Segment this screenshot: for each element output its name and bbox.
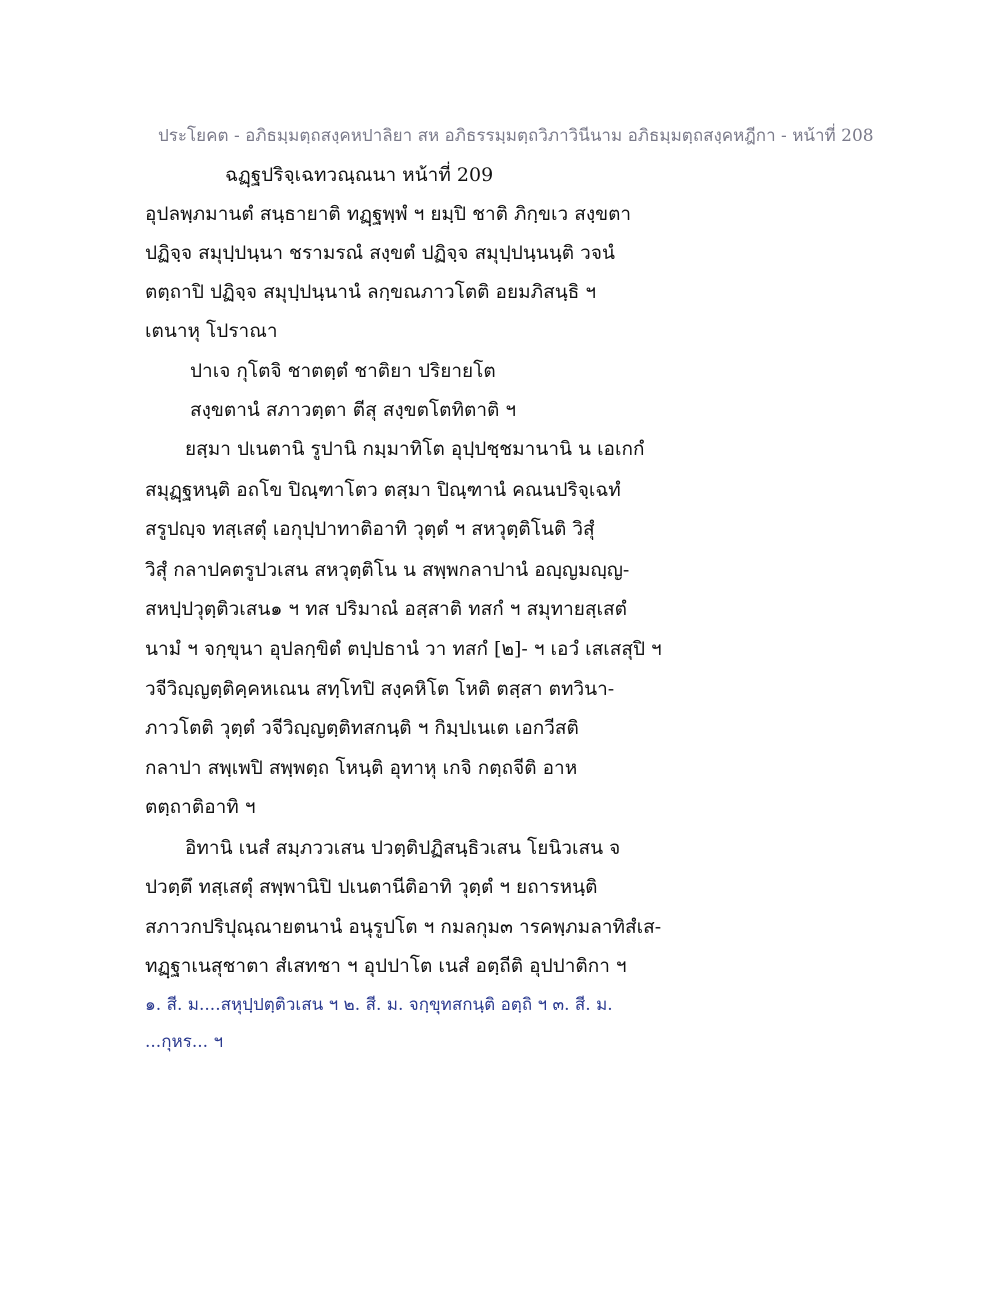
body-line: วิสุํ กลาปคตรูปวเสน สหวุตฺติโน น สพฺพกลาปานํ อญฺญมญฺญ-	[145, 559, 630, 581]
body-line: นามํ ฯ จกฺขุนา อุปลกฺขิตํ ตปฺปธานํ วา ทสกํ [๒]- ฯ เอวํ เสเสสุปิ ฯ	[145, 638, 662, 660]
body-line: ภาวโตติ วุตฺตํ วจีวิญฺญตฺติทสกนฺติ ฯ กิมฺปเนเต เอกวีสติ	[145, 717, 579, 739]
body-line: อิทานิ เนสํ สมฺภววเสน ปวตฺติปฏิสนฺธิวเสน โยนิวเสน จ	[185, 837, 621, 859]
body-line: เตนาหุ โปราณา	[145, 320, 278, 342]
section-title: ฉฏฺฐปริจฺเฉทวณฺณนา หน้าที่ 209	[225, 164, 494, 186]
body-line: ตตฺถาติอาทิ ฯ	[145, 796, 256, 818]
page-header: ประโยคต - อภิธมฺมตฺถสงฺคหปาลิยา สห อภิธรรมฺมตฺถวิภาวินีนาม อภิธมฺมตฺถสงฺคหฎีกา - หน้าที่ 208	[158, 126, 874, 146]
body-line: ยสฺมา ปเนตานิ รูปานิ กมฺมาทิโต อุปฺปชฺชมานานิ น เอเกกํ	[185, 438, 645, 460]
footnote-line: ...กุหร... ฯ	[145, 1032, 224, 1052]
body-line: ปวตฺตึ ทสฺเสตุํ สพฺพานิปิ ปเนตานีติอาทิ วุตฺตํ ฯ ยถารหนฺติ	[145, 876, 598, 898]
body-line: ทฏฺฐาเนสุชาตา สํเสทชา ฯ อุปปาโต เนสํ อตฺถีติ อุปปาติกา ฯ	[145, 955, 627, 977]
body-line: ตตฺถาปิ ปฏิจฺจ สมุปฺปนฺนานํ ลกฺขณภาวโตติ อยมภิสนฺธิ ฯ	[145, 281, 597, 303]
body-line: สหปฺปวุตฺติวเสน๑ ฯ ทส ปริมาณํ อสฺสาติ ทสกํ ฯ สมุทายสฺเสตํ	[145, 598, 627, 620]
body-line: สภาวกปริปุณฺณายตนานํ อนุรูปโต ฯ กมลกุม๓ ารคพฺภมลาทิสํเส-	[145, 916, 662, 938]
verse-line: สงฺขตานํ สภาวตฺตา ตีสุ สงฺขตโตทิตาติ ฯ	[190, 399, 517, 421]
footnote-line: ๑. สี. ม....สหุปฺปตฺติวเสน ฯ ๒. สี. ม. จกฺขุทสกนฺติ อตฺถิ ฯ ๓. สี. ม.	[145, 995, 613, 1015]
body-line: สรูปญฺจ ทสฺเสตุํ เอกุปฺปาทาติอาทิ วุตฺตํ ฯ สหวุตฺติโนติ วิสุํ	[145, 518, 595, 540]
verse-line: ปาเจ กุโตจิ ชาตตฺตํ ชาติยา ปริยายโต	[190, 360, 496, 382]
body-line: ปฏิจฺจ สมุปฺปนฺนา ชรามรณํ สงฺขตํ ปฏิจฺจ สมุปฺปนฺนนฺติ วจนํ	[145, 242, 615, 264]
body-line: สมุฏฺฐหนฺติ อถโข ปิณฺฑาโตว ตสฺมา ปิณฺฑานํ คณนปริจฺเฉทํ	[145, 479, 621, 501]
body-line: กลาปา สพฺเพปิ สพฺพตฺถ โหนฺติ อุทาหุ เกจิ กตฺถจีติ อาห	[145, 757, 578, 779]
body-line: วจีวิญฺญตฺติคฺคหเณน สทฺโทปิ สงฺคหิโต โหติ ตสฺสา ตทวินา-	[145, 678, 615, 700]
body-line: อุปลพฺภมานตํ สนฺธายาติ ทฏฺฐพฺพํ ฯ ยมฺปิ ชาติ ภิกฺขเว สงฺขตา	[145, 203, 632, 225]
